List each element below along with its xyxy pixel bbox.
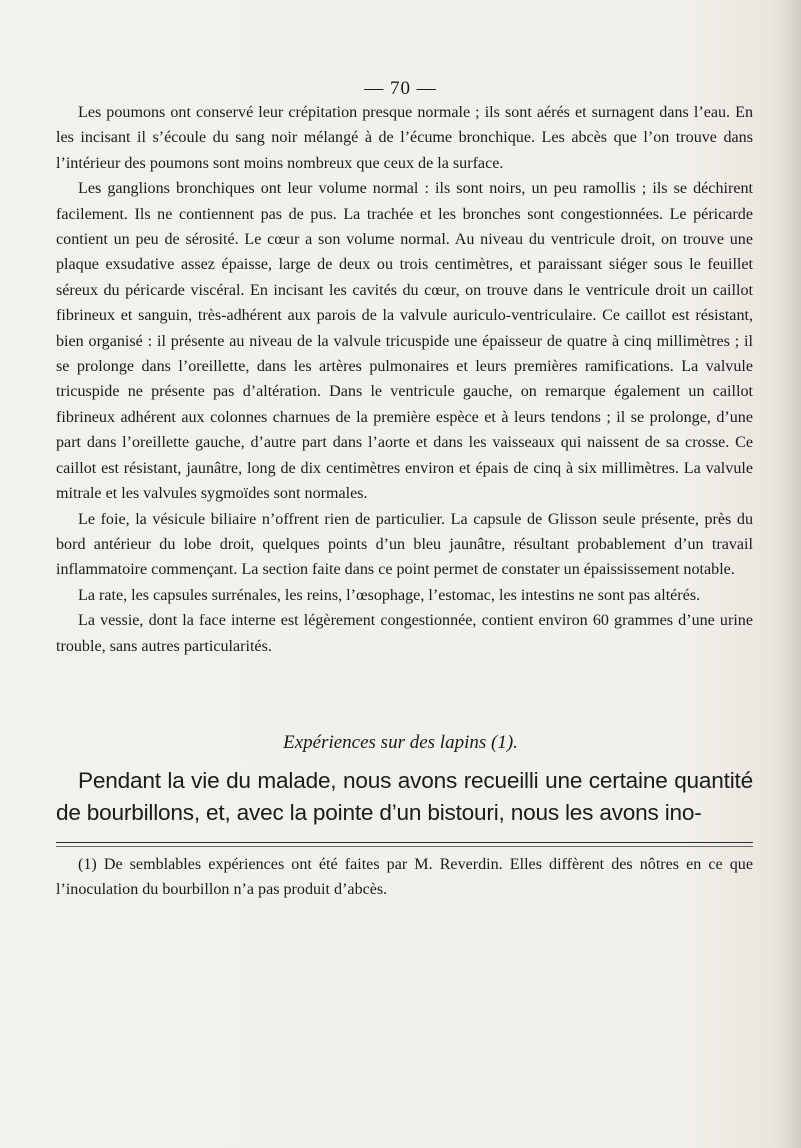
- paragraph-ganglions: Les ganglions bronchiques ont leur volume normal : ils sont noirs, un peu ramollis ; ils se déchirent facilement. Ils ne contiennent pas de pus. La trachée et les bronches sont congestionnées. Le péricarde contient un peu de sérosité. Le cœur a son volume normal. Au niveau du ventricule droit, on trouve une plaque exsudative assez épaisse, large de deux ou trois centimètres, et paraissant siéger sous le feuillet séreux du péricarde viscéral. En incisant les cavités du cœur, on trouve dans le ventricule droit un caillot fibrineux et sanguin, très-adhérent aux parois de la valvule auriculo-ventriculaire. Ce caillot est résistant, bien organisé : il présente au niveau de la valvule tricuspide une épaisseur de quatre à cinq millimètres ; il se prolonge dans l’oreillette, dans les artères pulmonaires et leurs premières ramifications. La valvule tricuspide ne présente pas d’altération. Dans le ventricule gauche, on remarque également un caillot fibrineux adhérent aux colonnes charnues de la première espèce et à leurs tendons ; il se prolonge, d’une part dans l’oreillette gauche, d’autre part dans l’aorte et dans les vaisseaux qui naissent de sa crosse. Ce caillot est résistant, jaunâtre, long de dix centimètres environ et épais de cinq à six millimètres. La valvule mitrale et les valvules sygmoïdes sont normales.: [56, 180, 753, 503]
- paragraph-rate: La rate, les capsules surrénales, les reins, l’œsophage, l’estomac, les intestins ne sont pas altérés.: [78, 586, 701, 604]
- paragraph-foie: Le foie, la vésicule biliaire n’offrent rien de particulier. La capsule de Glisson seule présente, près du bord antérieur du lobe droit, quelques points d’un bleu jaunâtre, résultant probablement d’un travail inflammatoire commençant. La section faite dans ce point permet de constater un épaississement notable.: [56, 510, 753, 579]
- footnote-rule-thin: [56, 846, 753, 847]
- page-number: — 70 —: [364, 78, 437, 99]
- large-type-text: [56, 765, 753, 829]
- page-edge-shadow: [779, 0, 801, 1148]
- paragraph-poumons: Les poumons ont conservé leur crépitation presque normale ; ils sont aérés et surnagent dans l’eau. En les incisant il s’écoule du sang noir mélangé à de l’écume bronchique. Les abcès que l’on trouve dans l’intérieur des poumons sont moins nombreux que ceux de la surface.: [56, 104, 753, 172]
- footnote-rule: [56, 842, 753, 843]
- section-heading: Expériences sur des lapins (1).: [283, 732, 518, 753]
- footnote: [56, 852, 753, 903]
- paragraph-vessie: La vessie, dont la face interne est légèrement congestionnée, contient environ 60 grammes d’une urine trouble, sans autres particularités.: [56, 612, 753, 655]
- body-text: [56, 100, 753, 659]
- footnote-text: (1) De semblables expériences ont été faites par M. Reverdin. Elles diffèrent des nôtres en ce que l’inoculation du bourbillon n’a pas produit d’abcès.: [56, 856, 753, 899]
- paragraph-bourbillons: Pendant la vie du malade, nous avons recueilli une certaine quantité de bourbillons, et, avec la pointe d’un bistouri, nous les avons ino-: [56, 768, 753, 825]
